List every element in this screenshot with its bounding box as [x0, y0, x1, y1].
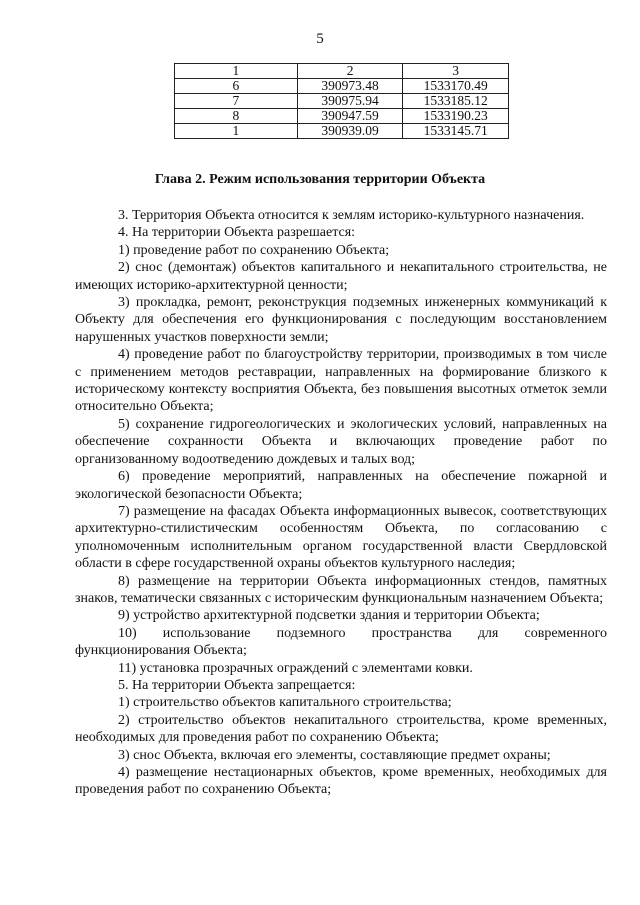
paragraph: 4. На территории Объекта разрешается:: [118, 225, 356, 241]
paragraph: 3) снос Объекта, включая его элементы, составляющие предмет охраны;: [118, 747, 551, 763]
paragraph: 7) размещение на фасадах Объекта информационных вывесок, соответствующих архитектурно-стилистическим особенностям Объекта, по согласованию с уполномоченным исполнительным органом государственной власти Свердловской области в сфере государственной охраны объектов культурного наследия;: [75, 503, 607, 572]
table-cell: 6: [175, 79, 298, 94]
table-cell: 1533170.49: [403, 79, 509, 94]
table-cell: 1533190.23: [403, 109, 509, 124]
paragraph: 10) использование подземного пространства для современного функционирования Объекта;: [75, 625, 607, 659]
paragraph: 8) размещение на территории Объекта информационных стендов, памятных знаков, тематически связанных с историческим функциональным назначением Объекта;: [75, 573, 607, 606]
paragraph: 5) сохранение гидрогеологических и экологических условий, направленных на обеспечение сохранности Объекта и включающих проведение работ по организованному водоотведению дождевых и талых вод;: [75, 416, 607, 467]
paragraph: 4) размещение нестационарных объектов, кроме временных, необходимых для проведения работ по сохранению Объекта;: [75, 765, 607, 798]
table-header-cell: 1: [175, 64, 298, 79]
table-cell: 1533185.12: [403, 94, 509, 109]
table-cell: 390947.59: [297, 109, 402, 124]
page-number: 5: [316, 31, 324, 47]
table-row: [175, 79, 509, 94]
paragraph: 6) проведение мероприятий, направленных на обеспечение пожарной и экологической безопасности Объекта;: [75, 469, 607, 502]
document-body: [75, 207, 607, 799]
paragraph: 4) проведение работ по благоустройству территории, производимых в том числе с применением методов реставрации, направленных на формирование близкого к историческому контексту восприятия Объекта, без повышения высотных отметок земли относительно Объекта;: [75, 347, 607, 415]
table-header-cell: 2: [297, 64, 402, 79]
chapter-title: Глава 2. Режим использования территории Объекта: [154, 172, 486, 187]
paragraph: 1) строительство объектов капитального строительства;: [118, 695, 452, 711]
paragraph: 5. На территории Объекта запрещается:: [118, 677, 356, 693]
table-cell: 1533145.71: [403, 124, 509, 139]
paragraph: 11) установка прозрачных ограждений с элементами ковки.: [118, 660, 473, 676]
table-cell: 390939.09: [297, 124, 402, 139]
table-cell: 390973.48: [297, 79, 402, 94]
table-row: [175, 109, 509, 124]
table-header-cell: 3: [403, 64, 509, 79]
coordinates-table: [174, 63, 509, 139]
table-cell: 8: [175, 109, 298, 124]
paragraph: 2) снос (демонтаж) объектов капитального и некапитального строительства, не имеющих историко-архитектурной ценности;: [75, 260, 607, 293]
paragraph: 2) строительство объектов некапитального строительства, кроме временных, необходимых для проведения работ по сохранению Объекта;: [75, 712, 607, 746]
paragraph: 1) проведение работ по сохранению Объекта;: [118, 242, 390, 258]
table-row: [175, 94, 509, 109]
table-header-row: [175, 64, 509, 79]
paragraph: 3) прокладка, ремонт, реконструкция подземных инженерных коммуникаций к Объекту для обеспечения его функционирования с последующим восстановлением нарушенных участков поверхности земли;: [75, 295, 607, 345]
table-cell: 1: [175, 124, 298, 139]
paragraph: 9) устройство архитектурной подсветки здания и территории Объекта;: [118, 608, 540, 624]
paragraph: 3. Территория Объекта относится к землям историко-культурного назначения.: [118, 208, 585, 223]
table-cell: 390975.94: [297, 94, 402, 109]
table-row: [175, 124, 509, 139]
table-cell: 7: [175, 94, 298, 109]
